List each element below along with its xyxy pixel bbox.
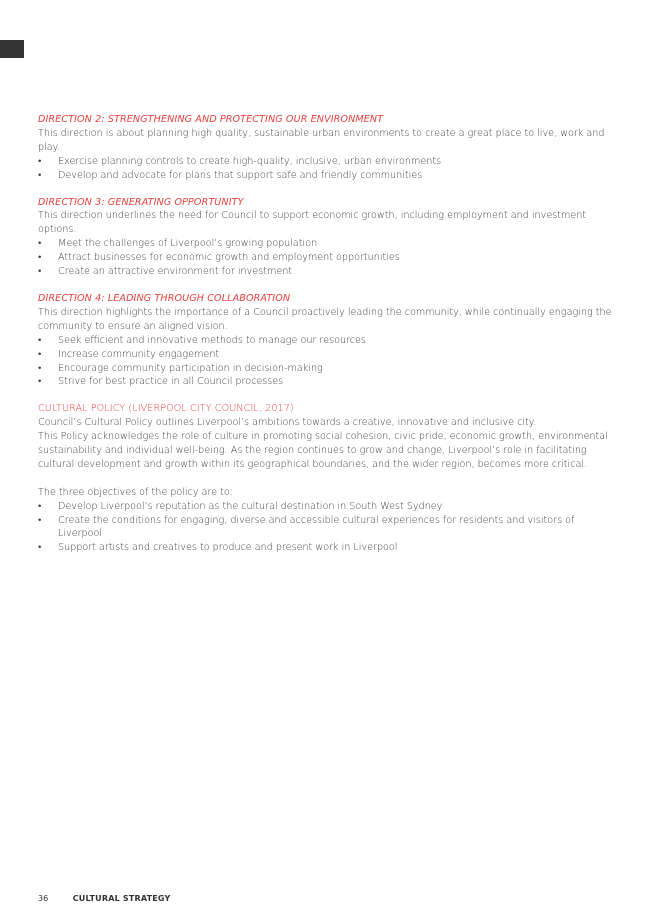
bullet-icon: • — [38, 266, 42, 278]
bullet-icon: • — [38, 362, 42, 374]
section-intro: This direction underlines the need for Council to support economic growth, including employment and investment options. — [38, 210, 587, 236]
list-item: • Attract businesses for economic growth and employment opportunities — [38, 252, 400, 264]
page-content — [38, 113, 614, 568]
section-intro: This direction highlights the importance of a Council proactively leading the community, while continually engaging the community to ensure an aligned vision. — [38, 306, 612, 332]
bullet-icon: • — [38, 252, 42, 264]
page-tab-marker — [0, 40, 24, 58]
list-item: • Create an attractive environment for investment — [38, 266, 293, 278]
paragraph-spacer — [38, 472, 614, 486]
bullet-icon: • — [38, 169, 42, 181]
list-item: • Exercise planning controls to create high-quality, inclusive, urban environments — [38, 155, 442, 167]
list-item: • Strive for best practice in all Council processes — [38, 376, 284, 388]
bullet-list — [38, 155, 614, 183]
page-footer — [38, 894, 171, 903]
policy-paragraph: Council’s Cultural Policy outlines Liverpool’s ambitions towards a creative, innovative and inclusive city. — [38, 417, 537, 429]
section-direction-3 — [38, 196, 614, 279]
bullet-list — [38, 334, 614, 390]
list-item: • Encourage community participation in decision-making — [38, 362, 323, 374]
list-item: • Develop and advocate for plans that support safe and friendly communities — [38, 169, 423, 181]
bullet-list — [38, 500, 614, 556]
bullet-icon: • — [38, 155, 42, 167]
section-cultural-policy — [38, 402, 614, 555]
section-heading: CULTURAL POLICY (LIVERPOOL CITY COUNCIL, 2017) — [38, 403, 294, 415]
section-heading: DIRECTION 4: LEADING THROUGH COLLABORATION — [38, 292, 291, 304]
section-intro: This direction is about planning high quality, sustainable urban environments to create a great place to live, work and play. — [38, 127, 605, 153]
section-heading: DIRECTION 3: GENERATING OPPORTUNITY — [38, 196, 244, 208]
list-item: • Develop Liverpool’s reputation as the cultural destination in South West Sydney — [38, 500, 443, 512]
list-item: • Support artists and creatives to produce and present work in Liverpool — [38, 542, 398, 554]
objectives-intro: The three objectives of the policy are to: — [38, 486, 233, 498]
list-item: • Increase community engagement — [38, 348, 220, 360]
section-direction-2 — [38, 113, 614, 183]
bullet-icon: • — [38, 238, 42, 250]
list-item: • Meet the challenges of Liverpool’s growing population — [38, 238, 318, 250]
bullet-icon: • — [38, 500, 42, 512]
list-item: • Create the conditions for engaging, diverse and accessible cultural experiences for residents and visitors of Liverpool — [38, 514, 575, 540]
section-heading: DIRECTION 2: STRENGTHENING AND PROTECTING OUR ENVIRONMENT — [38, 114, 384, 125]
bullet-icon: • — [38, 334, 42, 346]
list-item: • Seek efficient and innovative methods to manage our resources — [38, 334, 366, 346]
bullet-icon: • — [38, 514, 42, 526]
bullet-icon: • — [38, 542, 42, 554]
policy-paragraph: This Policy acknowledges the role of culture in promoting social cohesion, civic pride, economic growth, environmental sustainability and individual well-being. As the region continues to grow and change, Liverpool’s role in facilitating cultural development and growth within its geographical boundaries, and the wider region, becomes more critical. — [38, 431, 608, 470]
bullet-icon: • — [38, 376, 42, 388]
bullet-list — [38, 237, 614, 279]
bullet-icon: • — [38, 348, 42, 360]
document-title: CULTURAL STRATEGY — [72, 894, 171, 903]
section-direction-4 — [38, 292, 614, 389]
page-number: 36 — [38, 894, 49, 903]
